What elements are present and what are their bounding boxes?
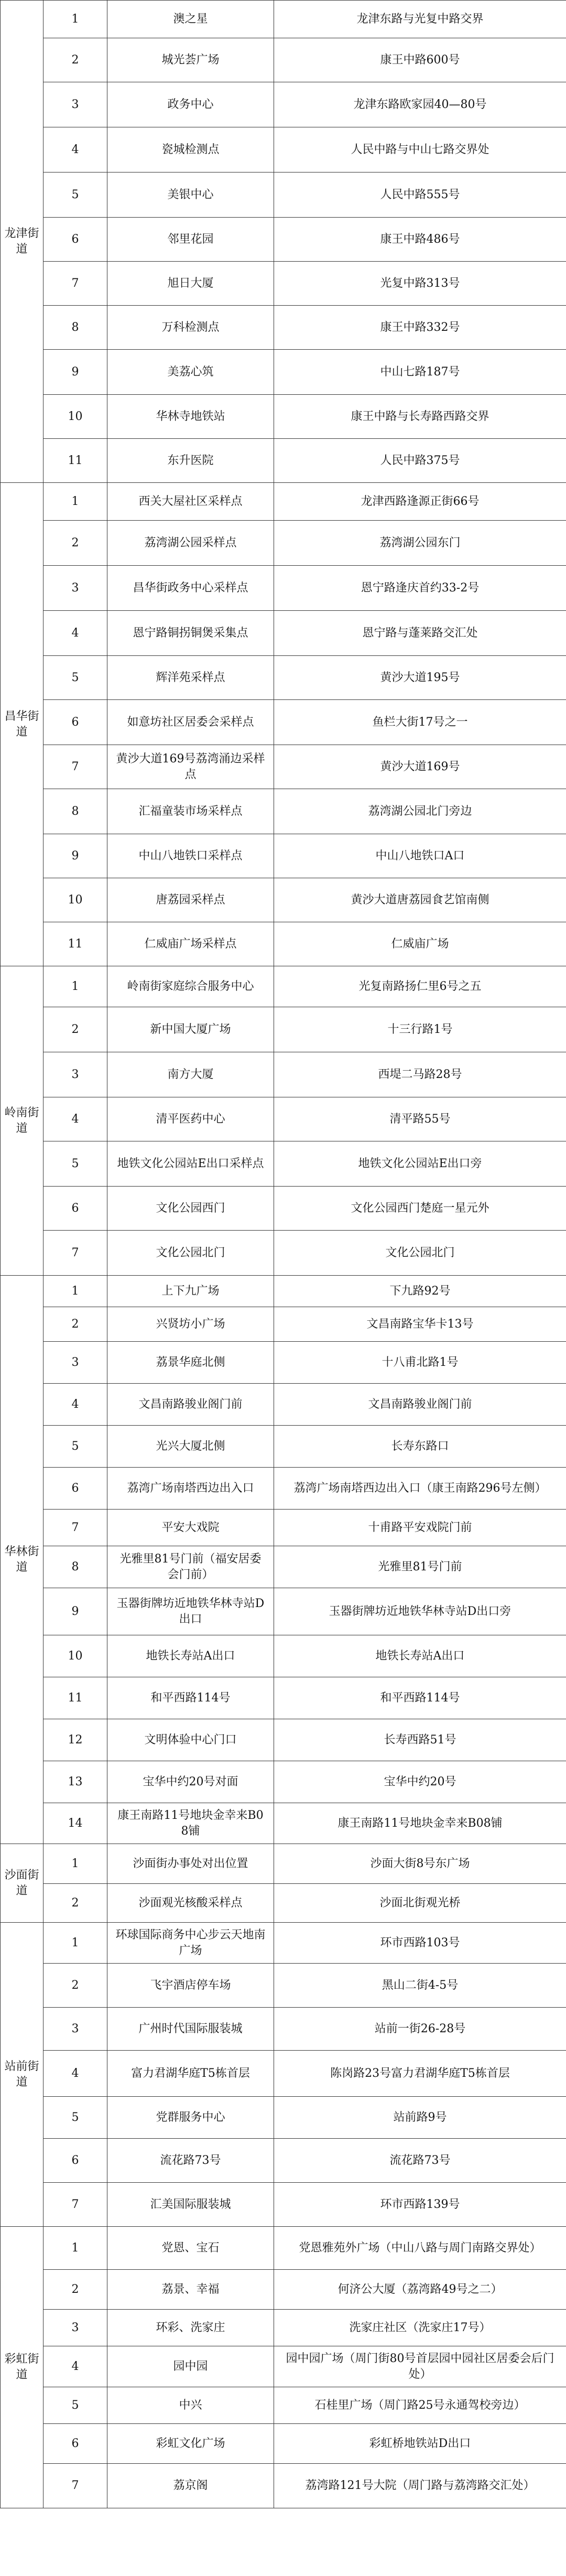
- table-row: [1, 2051, 566, 2097]
- site-name-cell: 康王南路11号地块金幸来B08铺: [107, 1803, 274, 1844]
- site-address-cell: 荔湾湖公园北门旁边: [274, 789, 566, 834]
- site-address-cell: 光复中路313号: [274, 262, 566, 306]
- site-name-cell: 清平医药中心: [107, 1097, 274, 1141]
- row-index-cell: 7: [43, 262, 107, 306]
- row-index-cell: 5: [43, 656, 107, 700]
- site-address-cell: 黑山二街4-5号: [274, 1964, 566, 2008]
- site-name-cell: 旭日大厦: [107, 262, 274, 306]
- table-row: [1, 1719, 566, 1761]
- site-address-cell: 人民中路375号: [274, 439, 566, 483]
- table-row: [1, 1141, 566, 1187]
- site-address-cell: 黄沙大道唐荔园食艺馆南侧: [274, 878, 566, 922]
- table-row: [1, 1635, 566, 1677]
- site-name-cell: 光雅里81号门前（福安居委会门前）: [107, 1546, 274, 1588]
- site-address-cell: 仁威庙广场: [274, 922, 566, 966]
- table-row: [1, 1, 566, 38]
- table-row: [1, 521, 566, 566]
- site-name-cell: 平安大戏院: [107, 1510, 274, 1546]
- site-name-cell: 黄沙大道169号荔湾涌边采样点: [107, 745, 274, 789]
- row-index-cell: 4: [43, 127, 107, 173]
- row-index-cell: 6: [43, 1187, 107, 1231]
- site-name-cell: 政务中心: [107, 82, 274, 127]
- site-name-cell: 环彩、洗家庄: [107, 2310, 274, 2346]
- site-name-cell: 恩宁路铜拐铜煲采集点: [107, 611, 274, 656]
- site-name-cell: 兴贤坊小广场: [107, 1307, 274, 1342]
- row-index-cell: 9: [43, 834, 107, 878]
- row-index-cell: 1: [43, 966, 107, 1007]
- site-address-cell: 光雅里81号门前: [274, 1546, 566, 1588]
- row-index-cell: 2: [43, 1007, 107, 1052]
- site-address-cell: 荔湾广场南塔西边出入口（康王南路296号左侧）: [274, 1468, 566, 1510]
- site-name-cell: 党群服务中心: [107, 2097, 274, 2139]
- row-index-cell: 3: [43, 1052, 107, 1097]
- row-index-cell: 4: [43, 1384, 107, 1426]
- table-row: [1, 1923, 566, 1964]
- site-name-cell: 文化公园西门: [107, 1187, 274, 1231]
- site-address-cell: 长寿西路51号: [274, 1719, 566, 1761]
- site-address-cell: 康王南路11号地块金幸来B08铺: [274, 1803, 566, 1844]
- site-name-cell: 华林寺地铁站: [107, 395, 274, 439]
- table-row: [1, 656, 566, 700]
- table-row: [1, 2424, 566, 2464]
- table-row: [1, 834, 566, 878]
- site-address-cell: 康王中路332号: [274, 306, 566, 350]
- row-index-cell: 5: [43, 173, 107, 218]
- row-index-cell: 4: [43, 1097, 107, 1141]
- street-name-cell: 彩虹街道: [1, 2227, 43, 2508]
- site-name-cell: 城光荟广场: [107, 38, 274, 82]
- row-index-cell: 8: [43, 789, 107, 834]
- site-name-cell: 飞宇酒店停车场: [107, 1964, 274, 2008]
- table-row: [1, 700, 566, 745]
- site-address-cell: 恩宁路逢庆首约33-2号: [274, 566, 566, 611]
- site-address-cell: 下九路92号: [274, 1276, 566, 1307]
- site-address-cell: 黄沙大道195号: [274, 656, 566, 700]
- row-index-cell: 2: [43, 1307, 107, 1342]
- table-row: [1, 1964, 566, 2008]
- table-row: [1, 483, 566, 521]
- site-name-cell: 岭南街家庭综合服务中心: [107, 966, 274, 1007]
- table-row: [1, 38, 566, 82]
- table-row: [1, 1510, 566, 1546]
- row-index-cell: 11: [43, 439, 107, 483]
- site-name-cell: 富力君湖华庭T5栋首层: [107, 2051, 274, 2097]
- table-row: [1, 2139, 566, 2183]
- row-index-cell: 2: [43, 2270, 107, 2310]
- site-address-cell: 荔湾路121号大院（周门路与荔湾路交汇处）: [274, 2464, 566, 2508]
- site-address-cell: 地铁长寿站A出口: [274, 1635, 566, 1677]
- site-address-cell: 长寿东路口: [274, 1426, 566, 1468]
- row-index-cell: 2: [43, 38, 107, 82]
- row-index-cell: 8: [43, 306, 107, 350]
- table-row: [1, 1052, 566, 1097]
- row-index-cell: 1: [43, 2227, 107, 2270]
- site-address-cell: 何济公大厦（荔湾路49号之二）: [274, 2270, 566, 2310]
- site-address-cell: 光复南路扬仁里6号之五: [274, 966, 566, 1007]
- row-index-cell: 5: [43, 2387, 107, 2424]
- site-name-cell: 澳之星: [107, 1, 274, 38]
- site-address-cell: 人民中路555号: [274, 173, 566, 218]
- table-row: [1, 2346, 566, 2387]
- street-name-cell: 沙面街道: [1, 1844, 43, 1923]
- row-index-cell: 4: [43, 2346, 107, 2387]
- table-row: [1, 439, 566, 483]
- site-name-cell: 党恩、宝石: [107, 2227, 274, 2270]
- table-row: [1, 218, 566, 262]
- site-address-cell: 康王中路486号: [274, 218, 566, 262]
- street-name-cell: 岭南街道: [1, 966, 43, 1276]
- site-name-cell: 昌华街政务中心采样点: [107, 566, 274, 611]
- site-address-cell: 环市西路103号: [274, 1923, 566, 1964]
- site-address-cell: 龙津西路逢源正街66号: [274, 483, 566, 521]
- row-index-cell: 11: [43, 922, 107, 966]
- table-row: [1, 922, 566, 966]
- table-row: [1, 1007, 566, 1052]
- table-row: [1, 173, 566, 218]
- row-index-cell: 8: [43, 1546, 107, 1588]
- table-row: [1, 1468, 566, 1510]
- site-address-cell: 洗家庄社区（洗家庄17号）: [274, 2310, 566, 2346]
- site-address-cell: 黄沙大道169号: [274, 745, 566, 789]
- site-address-cell: 环市西路139号: [274, 2183, 566, 2227]
- site-address-cell: 恩宁路与蓬莱路交汇处: [274, 611, 566, 656]
- row-index-cell: 11: [43, 1677, 107, 1719]
- site-name-cell: 东升医院: [107, 439, 274, 483]
- site-name-cell: 沙面街办事处对出位置: [107, 1844, 274, 1884]
- table-row: [1, 2183, 566, 2227]
- site-name-cell: 瓷城检测点: [107, 127, 274, 173]
- site-address-cell: 西堤二马路28号: [274, 1052, 566, 1097]
- site-name-cell: 如意坊社区居委会采样点: [107, 700, 274, 745]
- row-index-cell: 2: [43, 521, 107, 566]
- site-name-cell: 地铁长寿站A出口: [107, 1635, 274, 1677]
- table-row: [1, 306, 566, 350]
- table-row: [1, 1231, 566, 1276]
- row-index-cell: 13: [43, 1761, 107, 1803]
- table-row: [1, 2387, 566, 2424]
- site-name-cell: 荔景华庭北侧: [107, 1342, 274, 1384]
- row-index-cell: 3: [43, 2008, 107, 2051]
- site-address-cell: 园中园广场（周门街80号首层园中园社区居委会后门处）: [274, 2346, 566, 2387]
- site-name-cell: 文化公园北门: [107, 1231, 274, 1276]
- site-name-cell: 光兴大厦北侧: [107, 1426, 274, 1468]
- site-name-cell: 美银中心: [107, 173, 274, 218]
- row-index-cell: 4: [43, 2051, 107, 2097]
- table-row: [1, 2270, 566, 2310]
- site-name-cell: 汇美国际服装城: [107, 2183, 274, 2227]
- site-address-cell: 站前一街26-28号: [274, 2008, 566, 2051]
- site-address-cell: 文昌南路宝华卡13号: [274, 1307, 566, 1342]
- row-index-cell: 10: [43, 878, 107, 922]
- table-row: [1, 1097, 566, 1141]
- table-row: [1, 1426, 566, 1468]
- row-index-cell: 1: [43, 483, 107, 521]
- table-row: [1, 1588, 566, 1635]
- site-name-cell: 唐荔园采样点: [107, 878, 274, 922]
- table-row: [1, 1844, 566, 1884]
- row-index-cell: 12: [43, 1719, 107, 1761]
- site-address-cell: 和平西路114号: [274, 1677, 566, 1719]
- table-row: [1, 127, 566, 173]
- site-name-cell: 西关大屋社区采样点: [107, 483, 274, 521]
- site-name-cell: 和平西路114号: [107, 1677, 274, 1719]
- row-index-cell: 2: [43, 1964, 107, 2008]
- row-index-cell: 7: [43, 1231, 107, 1276]
- site-address-cell: 十甫路平安戏院门前: [274, 1510, 566, 1546]
- site-name-cell: 荔湾广场南塔西边出入口: [107, 1468, 274, 1510]
- table-row: [1, 2310, 566, 2346]
- site-address-cell: 十八甫北路1号: [274, 1342, 566, 1384]
- table-row: [1, 1384, 566, 1426]
- table-row: [1, 395, 566, 439]
- site-address-cell: 流花路73号: [274, 2139, 566, 2183]
- site-name-cell: 广州时代国际服装城: [107, 2008, 274, 2051]
- site-address-cell: 龙津东路欧家园40—80号: [274, 82, 566, 127]
- table-row: [1, 1276, 566, 1307]
- street-name-cell: 昌华街道: [1, 483, 43, 966]
- row-index-cell: 6: [43, 2139, 107, 2183]
- site-name-cell: 荔景、幸福: [107, 2270, 274, 2310]
- site-name-cell: 仁威庙广场采样点: [107, 922, 274, 966]
- site-address-cell: 人民中路与中山七路交界处: [274, 127, 566, 173]
- row-index-cell: 6: [43, 1468, 107, 1510]
- row-index-cell: 5: [43, 2097, 107, 2139]
- row-index-cell: 3: [43, 1342, 107, 1384]
- table-row: [1, 789, 566, 834]
- table-row: [1, 2227, 566, 2270]
- site-name-cell: 辉洋苑采样点: [107, 656, 274, 700]
- site-address-cell: 鱼栏大街17号之一: [274, 700, 566, 745]
- site-address-cell: 文化公园西门楚庭一星元外: [274, 1187, 566, 1231]
- site-name-cell: 文明体验中心门口: [107, 1719, 274, 1761]
- table-row: [1, 611, 566, 656]
- street-name-cell: 华林街道: [1, 1276, 43, 1844]
- site-name-cell: 地铁文化公园站E出口采样点: [107, 1141, 274, 1187]
- site-name-cell: 文昌南路骏业阁门前: [107, 1384, 274, 1426]
- site-address-cell: 文化公园北门: [274, 1231, 566, 1276]
- site-address-cell: 宝华中约20号: [274, 1761, 566, 1803]
- site-name-cell: 荔湾湖公园采样点: [107, 521, 274, 566]
- row-index-cell: 1: [43, 1923, 107, 1964]
- table-row: [1, 82, 566, 127]
- row-index-cell: 1: [43, 1276, 107, 1307]
- table-row: [1, 1884, 566, 1923]
- site-name-cell: 上下九广场: [107, 1276, 274, 1307]
- street-name-cell: 龙津街道: [1, 1, 43, 483]
- row-index-cell: 9: [43, 1588, 107, 1635]
- site-name-cell: 中山八地铁口采样点: [107, 834, 274, 878]
- site-name-cell: 万科检测点: [107, 306, 274, 350]
- site-address-cell: 文昌南路骏业阁门前: [274, 1384, 566, 1426]
- site-address-cell: 中山八地铁口A口: [274, 834, 566, 878]
- site-name-cell: 玉器街牌坊近地铁华林寺站D出口: [107, 1588, 274, 1635]
- site-address-cell: 康王中路与长寿路西路交界: [274, 395, 566, 439]
- row-index-cell: 6: [43, 218, 107, 262]
- table-row: [1, 566, 566, 611]
- row-index-cell: 3: [43, 566, 107, 611]
- table-row: [1, 2008, 566, 2051]
- table-row: [1, 1307, 566, 1342]
- table-row: [1, 1546, 566, 1588]
- site-address-cell: 陈岗路23号富力君湖华庭T5栋首层: [274, 2051, 566, 2097]
- row-index-cell: 2: [43, 1884, 107, 1923]
- site-name-cell: 新中国大厦广场: [107, 1007, 274, 1052]
- site-address-cell: 党恩雅苑外广场（中山八路与周门南路交界处）: [274, 2227, 566, 2270]
- site-address-cell: 荔湾湖公园东门: [274, 521, 566, 566]
- row-index-cell: 14: [43, 1803, 107, 1844]
- row-index-cell: 4: [43, 611, 107, 656]
- site-address-cell: 康王中路600号: [274, 38, 566, 82]
- site-address-cell: 龙津东路与光复中路交界: [274, 1, 566, 38]
- site-name-cell: 流花路73号: [107, 2139, 274, 2183]
- site-name-cell: 南方大厦: [107, 1052, 274, 1097]
- row-index-cell: 3: [43, 2310, 107, 2346]
- site-address-cell: 地铁文化公园站E出口旁: [274, 1141, 566, 1187]
- table-row: [1, 1677, 566, 1719]
- table-row: [1, 1803, 566, 1844]
- site-address-cell: 彩虹桥地铁站D出口: [274, 2424, 566, 2464]
- row-index-cell: 7: [43, 745, 107, 789]
- row-index-cell: 9: [43, 350, 107, 395]
- row-index-cell: 1: [43, 1, 107, 38]
- row-index-cell: 6: [43, 2424, 107, 2464]
- row-index-cell: 10: [43, 1635, 107, 1677]
- table-row: [1, 350, 566, 395]
- row-index-cell: 3: [43, 82, 107, 127]
- row-index-cell: 7: [43, 1510, 107, 1546]
- row-index-cell: 10: [43, 395, 107, 439]
- row-index-cell: 5: [43, 1141, 107, 1187]
- row-index-cell: 1: [43, 1844, 107, 1884]
- site-address-cell: 中山七路187号: [274, 350, 566, 395]
- site-name-cell: 宝华中约20号对面: [107, 1761, 274, 1803]
- table-row: [1, 262, 566, 306]
- site-address-cell: 十三行路1号: [274, 1007, 566, 1052]
- site-name-cell: 美荔心筑: [107, 350, 274, 395]
- site-name-cell: 园中园: [107, 2346, 274, 2387]
- site-name-cell: 环球国际商务中心步云天地南广场: [107, 1923, 274, 1964]
- site-name-cell: 邻里花园: [107, 218, 274, 262]
- table-row: [1, 966, 566, 1007]
- site-name-cell: 荔京阁: [107, 2464, 274, 2508]
- row-index-cell: 7: [43, 2183, 107, 2227]
- row-index-cell: 5: [43, 1426, 107, 1468]
- row-index-cell: 6: [43, 700, 107, 745]
- table-row: [1, 878, 566, 922]
- site-address-cell: 沙面大街8号东广场: [274, 1844, 566, 1884]
- table-row: [1, 1761, 566, 1803]
- table-row: [1, 2464, 566, 2508]
- street-name-cell: 站前街道: [1, 1923, 43, 2227]
- site-address-cell: 清平路55号: [274, 1097, 566, 1141]
- table-row: [1, 1342, 566, 1384]
- site-address-cell: 沙面北街观光桥: [274, 1884, 566, 1923]
- table-row: [1, 2097, 566, 2139]
- site-address-cell: 玉器街牌坊近地铁华林寺站D出口旁: [274, 1588, 566, 1635]
- site-name-cell: 汇福童装市场采样点: [107, 789, 274, 834]
- site-name-cell: 沙面观光核酸采样点: [107, 1884, 274, 1923]
- site-name-cell: 彩虹文化广场: [107, 2424, 274, 2464]
- table-row: [1, 745, 566, 789]
- site-address-cell: 站前路9号: [274, 2097, 566, 2139]
- row-index-cell: 7: [43, 2464, 107, 2508]
- site-name-cell: 中兴: [107, 2387, 274, 2424]
- site-address-cell: 石桂里广场（周门路25号永通驾校旁边）: [274, 2387, 566, 2424]
- table-row: [1, 1187, 566, 1231]
